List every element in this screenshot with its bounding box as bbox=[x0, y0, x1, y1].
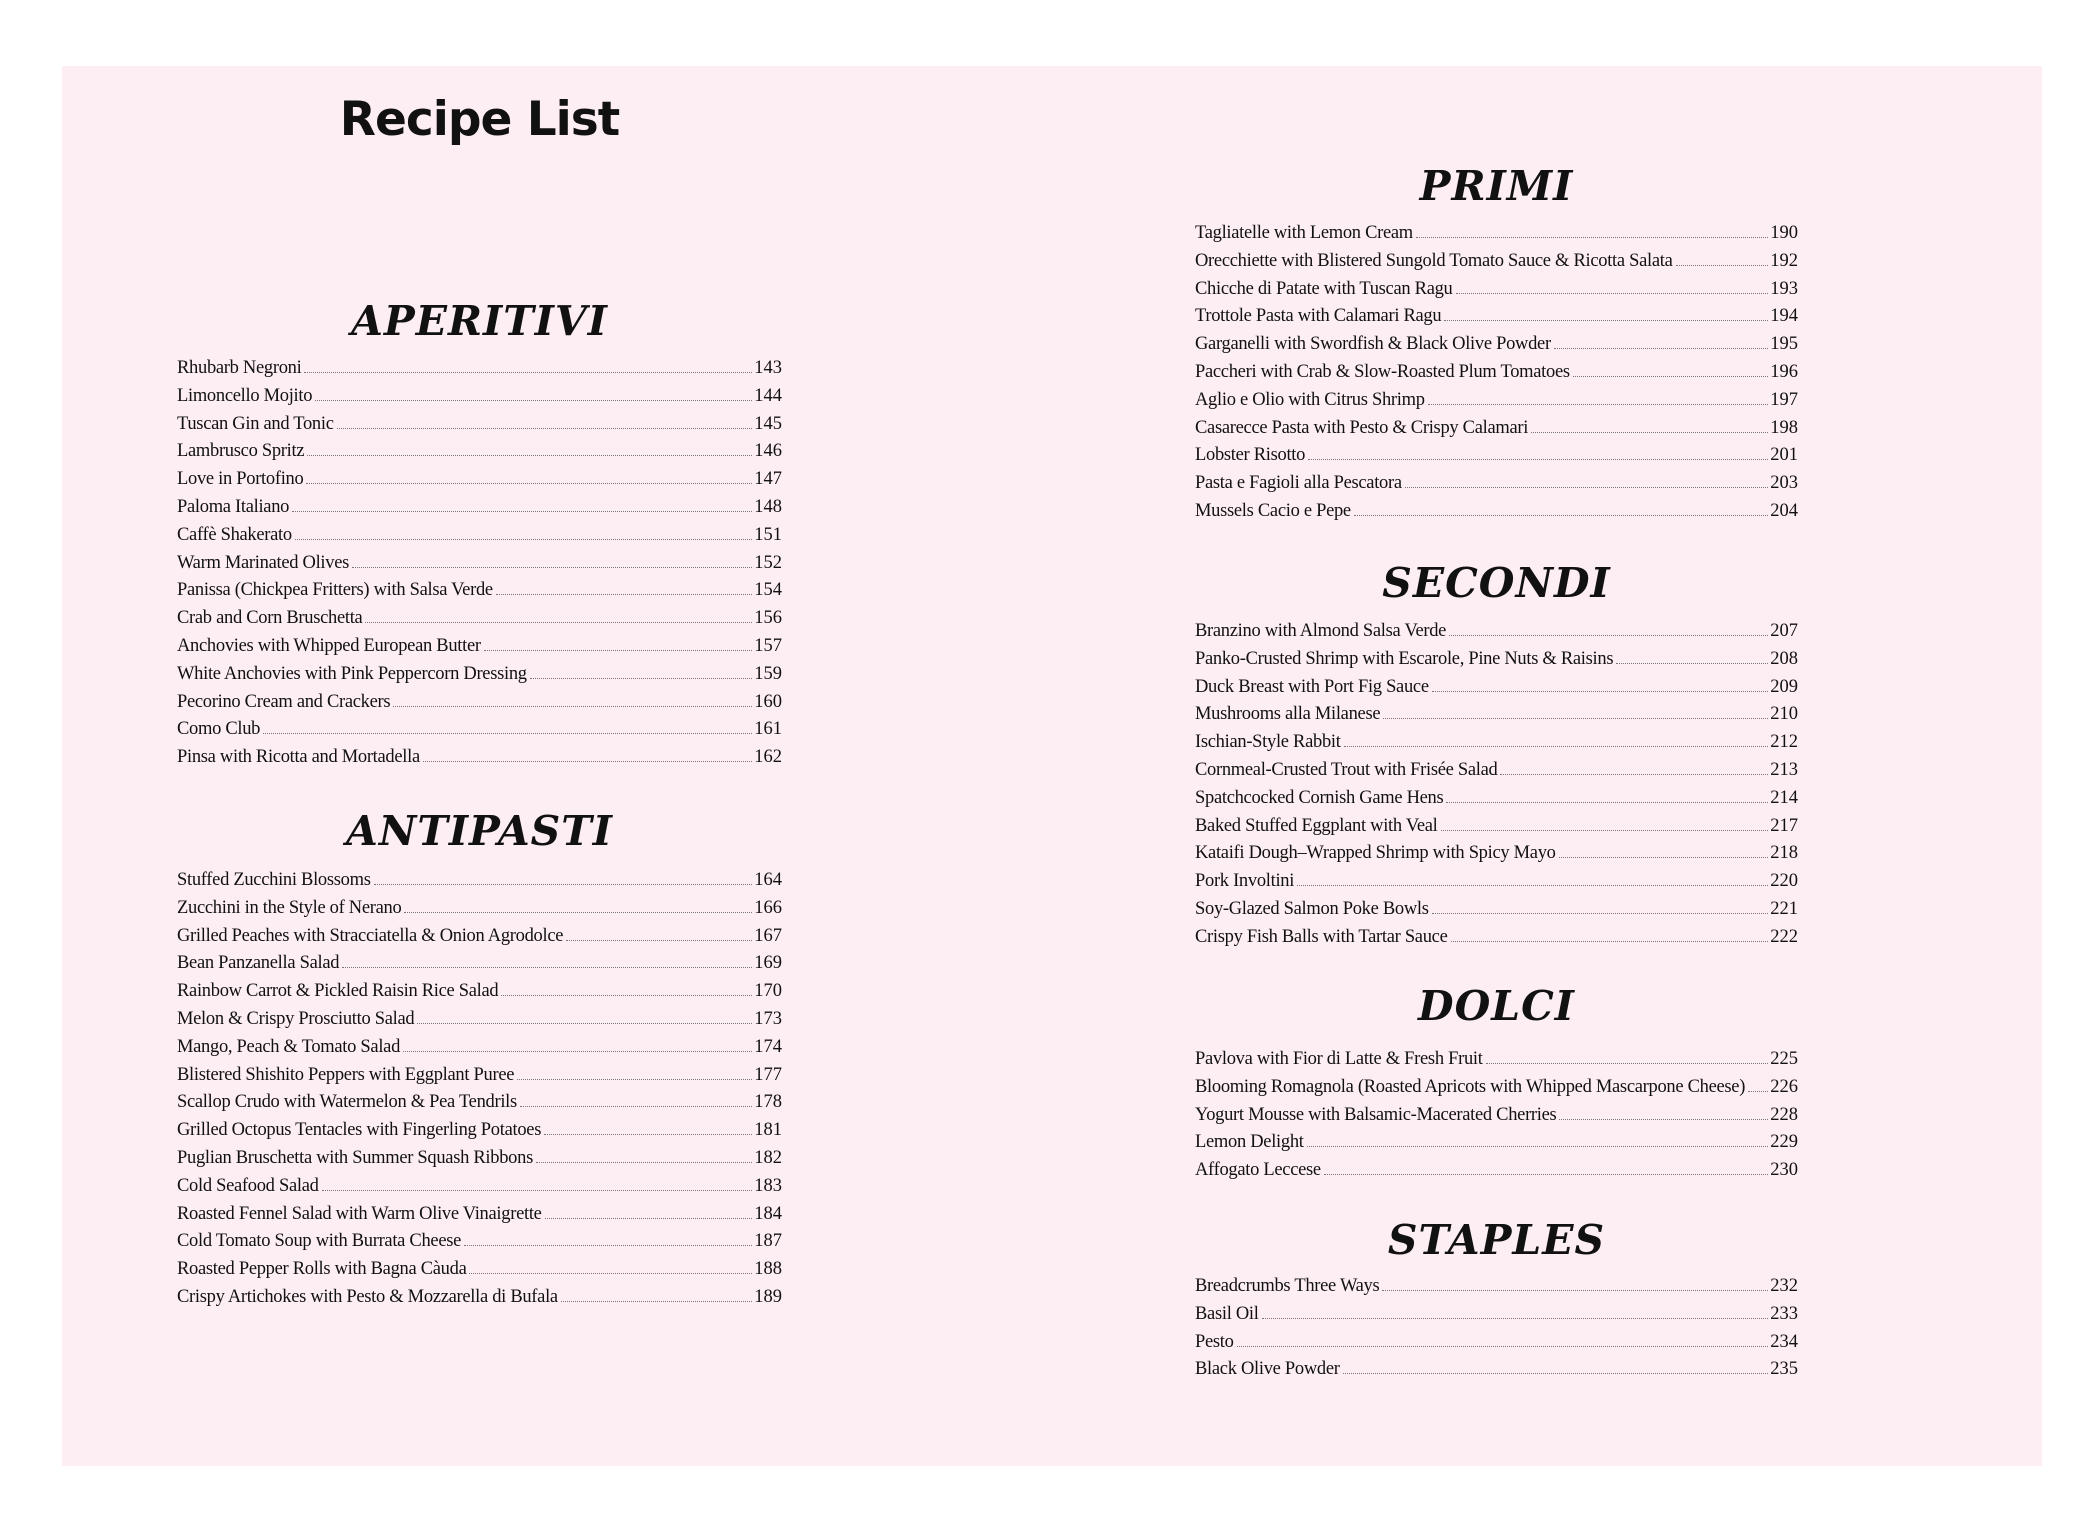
dot-leader bbox=[1428, 404, 1769, 405]
dot-leader bbox=[365, 622, 752, 623]
page-number: 188 bbox=[754, 1259, 782, 1280]
page-number: 184 bbox=[754, 1203, 782, 1224]
entries-antipasti bbox=[177, 867, 782, 1312]
dot-leader bbox=[1297, 885, 1768, 886]
recipe-name: Breadcrumbs Three Ways bbox=[1195, 1276, 1380, 1296]
recipe-name: Branzino with Almond Salsa Verde bbox=[1195, 621, 1447, 641]
section-secondi bbox=[1195, 557, 1798, 952]
dot-leader bbox=[1446, 802, 1768, 803]
section-title-secondi: SECONDI bbox=[1382, 559, 1611, 607]
page-number: 167 bbox=[754, 925, 782, 946]
dot-leader bbox=[304, 372, 752, 373]
recipe-name: Crispy Artichokes with Pesto & Mozzarella di Bufala bbox=[177, 1286, 558, 1307]
recipe-name: White Anchovies with Pink Peppercorn Dressing bbox=[177, 663, 527, 684]
dot-leader bbox=[1307, 1146, 1769, 1147]
dot-leader bbox=[393, 706, 752, 707]
recipe-entry bbox=[177, 633, 782, 661]
dot-leader bbox=[464, 1245, 752, 1246]
page-number: 198 bbox=[1770, 417, 1798, 438]
recipe-name: Mushrooms alla Milanese bbox=[1195, 704, 1381, 725]
recipe-entry bbox=[177, 411, 782, 439]
recipe-name: Soy-Glazed Salmon Poke Bowls bbox=[1195, 898, 1429, 919]
recipe-name: Cornmeal-Crusted Trout with Frisée Salad bbox=[1195, 759, 1498, 780]
dot-leader bbox=[263, 733, 752, 734]
dot-leader bbox=[1451, 941, 1769, 942]
recipe-name: Roasted Fennel Salad with Warm Olive Vinaigrette bbox=[177, 1203, 542, 1224]
dot-leader bbox=[1441, 830, 1769, 831]
page-number: 222 bbox=[1770, 926, 1798, 947]
page-number: 182 bbox=[754, 1147, 782, 1168]
dot-leader bbox=[1554, 348, 1768, 349]
recipe-entry bbox=[1195, 1356, 1798, 1384]
recipe-entry bbox=[1195, 1102, 1798, 1130]
recipe-entry bbox=[1195, 331, 1798, 359]
page-number: 234 bbox=[1770, 1331, 1798, 1352]
recipe-entry bbox=[1195, 813, 1798, 841]
page-number: 226 bbox=[1770, 1076, 1798, 1097]
recipe-name: Affogato Leccese bbox=[1195, 1160, 1321, 1181]
dot-leader bbox=[1383, 718, 1768, 719]
recipe-name: Zucchini in the Style of Nerano bbox=[177, 897, 402, 918]
recipe-entry bbox=[1195, 674, 1798, 702]
recipe-entry bbox=[177, 355, 782, 383]
recipe-name: Limoncello Mojito bbox=[177, 385, 313, 406]
dot-leader bbox=[1444, 320, 1768, 321]
page-number: 210 bbox=[1770, 704, 1798, 725]
recipe-name: Crispy Fish Balls with Tartar Sauce bbox=[1195, 926, 1448, 947]
page-number: 213 bbox=[1770, 759, 1798, 780]
recipe-name: Stuffed Zucchini Blossoms bbox=[177, 870, 371, 890]
dot-leader bbox=[337, 428, 753, 429]
page-number: 220 bbox=[1770, 871, 1798, 892]
section-primi bbox=[1195, 160, 1798, 526]
dot-leader bbox=[1573, 376, 1768, 377]
recipe-entry bbox=[1195, 924, 1798, 952]
dot-leader bbox=[1676, 265, 1769, 266]
dot-leader bbox=[1500, 774, 1768, 775]
recipe-name: Baked Stuffed Eggplant with Veal bbox=[1195, 815, 1438, 836]
recipe-name: Grilled Octopus Tentacles with Fingerling Potatoes bbox=[177, 1120, 542, 1141]
recipe-name: Chicche di Patate with Tuscan Ragu bbox=[1195, 278, 1453, 299]
recipe-name: Mussels Cacio e Pepe bbox=[1195, 500, 1351, 521]
page-number: 166 bbox=[754, 897, 782, 918]
recipe-name: Ischian-Style Rabbit bbox=[1195, 732, 1341, 753]
page-number: 201 bbox=[1770, 445, 1798, 466]
recipe-entry bbox=[177, 867, 782, 895]
section-title-primi: PRIMI bbox=[1419, 162, 1574, 210]
section-staples bbox=[1195, 1214, 1798, 1384]
dot-leader bbox=[544, 1134, 752, 1135]
dot-leader bbox=[536, 1162, 752, 1163]
recipe-name: Lobster Risotto bbox=[1195, 445, 1306, 466]
dot-leader bbox=[1382, 1290, 1768, 1291]
recipe-name: Kataifi Dough–Wrapped Shrimp with Spicy Mayo bbox=[1195, 843, 1556, 864]
page-number: 232 bbox=[1770, 1276, 1798, 1296]
recipe-entry bbox=[1195, 220, 1798, 248]
dot-leader bbox=[352, 567, 752, 568]
recipe-name: Basil Oil bbox=[1195, 1303, 1259, 1324]
recipe-name: Paloma Italiano bbox=[177, 496, 290, 517]
recipe-entry bbox=[1195, 1273, 1798, 1301]
recipe-name: Crab and Corn Bruschetta bbox=[177, 608, 363, 629]
recipe-name: Duck Breast with Port Fig Sauce bbox=[1195, 676, 1429, 697]
page-number: 225 bbox=[1770, 1049, 1798, 1069]
page-number: 173 bbox=[754, 1008, 782, 1029]
recipe-name: Grilled Peaches with Stracciatella & Onion Agrodolce bbox=[177, 925, 564, 946]
recipe-entry bbox=[177, 383, 782, 411]
recipe-entry bbox=[1195, 470, 1798, 498]
recipe-name: Yogurt Mousse with Balsamic-Macerated Cherries bbox=[1195, 1104, 1557, 1125]
page-number: 195 bbox=[1770, 334, 1798, 355]
recipe-entry bbox=[1195, 359, 1798, 387]
page-number: 183 bbox=[754, 1175, 782, 1196]
page-number: 161 bbox=[754, 719, 782, 740]
recipe-name: Tuscan Gin and Tonic bbox=[177, 413, 334, 434]
dot-leader bbox=[403, 1051, 752, 1052]
recipe-entry bbox=[177, 1006, 782, 1034]
page-number: 208 bbox=[1770, 648, 1798, 669]
page-number: 159 bbox=[754, 663, 782, 684]
dot-leader bbox=[1748, 1091, 1768, 1092]
recipe-entry bbox=[1195, 1329, 1798, 1357]
section-title-aperitivi: APERITIVI bbox=[351, 297, 608, 345]
recipe-name: Trottole Pasta with Calamari Ragu bbox=[1195, 306, 1442, 327]
recipe-name: Lemon Delight bbox=[1195, 1132, 1304, 1153]
page-number: 233 bbox=[1770, 1303, 1798, 1324]
dot-leader bbox=[469, 1273, 752, 1274]
recipe-entry bbox=[1195, 785, 1798, 813]
recipe-name: Rhubarb Negroni bbox=[177, 358, 302, 378]
page-number: 178 bbox=[754, 1092, 782, 1113]
recipe-entry bbox=[177, 605, 782, 633]
recipe-name: Pesto bbox=[1195, 1331, 1234, 1352]
recipe-name: Scallop Crudo with Watermelon & Pea Tendrils bbox=[177, 1092, 517, 1113]
recipe-entry bbox=[1195, 415, 1798, 443]
recipe-entry bbox=[1195, 248, 1798, 276]
recipe-name: Pinsa with Ricotta and Mortadella bbox=[177, 747, 420, 768]
recipe-entry bbox=[1195, 729, 1798, 757]
dot-leader bbox=[1456, 293, 1769, 294]
page-number: 228 bbox=[1770, 1104, 1798, 1125]
recipe-entry bbox=[1195, 701, 1798, 729]
page-number: 148 bbox=[754, 496, 782, 517]
recipe-entry bbox=[177, 522, 782, 550]
dot-leader bbox=[322, 1190, 753, 1191]
dot-leader bbox=[501, 995, 752, 996]
section-aperitivi bbox=[177, 295, 782, 772]
page-number: 217 bbox=[1770, 815, 1798, 836]
recipe-entry bbox=[177, 1256, 782, 1284]
dot-leader bbox=[315, 400, 752, 401]
dot-leader bbox=[1449, 635, 1768, 636]
recipe-entry bbox=[1195, 442, 1798, 470]
recipe-name: Pasta e Fagioli alla Pescatora bbox=[1195, 473, 1402, 494]
page-number: 145 bbox=[754, 413, 782, 434]
recipe-entry bbox=[1195, 498, 1798, 526]
dot-leader bbox=[517, 1079, 752, 1080]
recipe-name: Cold Seafood Salad bbox=[177, 1175, 319, 1196]
recipe-name: Caffè Shakerato bbox=[177, 524, 292, 545]
entries-aperitivi bbox=[177, 355, 782, 772]
recipe-entry bbox=[1195, 387, 1798, 415]
dot-leader bbox=[1432, 691, 1769, 692]
dot-leader bbox=[307, 455, 752, 456]
recipe-entry bbox=[177, 1228, 782, 1256]
dot-leader bbox=[1344, 746, 1769, 747]
dot-leader bbox=[1324, 1174, 1768, 1175]
dot-leader bbox=[404, 912, 752, 913]
dot-leader bbox=[561, 1301, 752, 1302]
recipe-entry bbox=[1195, 1129, 1798, 1157]
recipe-name: Panko-Crusted Shrimp with Escarole, Pine Nuts & Raisins bbox=[1195, 648, 1614, 669]
dot-leader bbox=[1354, 515, 1768, 516]
recipe-entry bbox=[1195, 1301, 1798, 1329]
recipe-name: Melon & Crispy Prosciutto Salad bbox=[177, 1008, 415, 1029]
page-number: 209 bbox=[1770, 676, 1798, 697]
recipe-entry bbox=[177, 716, 782, 744]
dot-leader bbox=[1416, 237, 1768, 238]
recipe-entry bbox=[1195, 1157, 1798, 1185]
page-number: 170 bbox=[754, 981, 782, 1002]
recipe-name: Mango, Peach & Tomato Salad bbox=[177, 1036, 401, 1057]
section-title-antipasti: ANTIPASTI bbox=[346, 807, 613, 855]
page-number: 152 bbox=[754, 552, 782, 573]
recipe-entry bbox=[1195, 1074, 1798, 1102]
page-number: 151 bbox=[754, 524, 782, 545]
page-number: 218 bbox=[1770, 843, 1798, 864]
recipe-name: Puglian Bruschetta with Summer Squash Ribbons bbox=[177, 1147, 533, 1168]
recipe-name: Panissa (Chickpea Fritters) with Salsa Verde bbox=[177, 580, 493, 601]
recipe-entry bbox=[177, 1034, 782, 1062]
dot-leader bbox=[1343, 1373, 1769, 1374]
page-number: 230 bbox=[1770, 1160, 1798, 1181]
recipe-entry bbox=[177, 494, 782, 522]
dot-leader bbox=[1308, 459, 1768, 460]
page-number: 196 bbox=[1770, 361, 1798, 382]
recipe-name: Cold Tomato Soup with Burrata Cheese bbox=[177, 1231, 462, 1252]
recipe-name: Warm Marinated Olives bbox=[177, 552, 350, 573]
recipe-name: Blistered Shishito Peppers with Eggplant Puree bbox=[177, 1064, 515, 1085]
dot-leader bbox=[292, 511, 752, 512]
recipe-name: Bean Panzanella Salad bbox=[177, 953, 340, 974]
recipe-entry bbox=[177, 978, 782, 1006]
page-number: 169 bbox=[754, 953, 782, 974]
page-number: 197 bbox=[1770, 389, 1798, 410]
dot-leader bbox=[306, 483, 752, 484]
dot-leader bbox=[1531, 432, 1768, 433]
recipe-entry bbox=[177, 550, 782, 578]
page-number: 192 bbox=[1770, 250, 1798, 271]
recipe-name: Paccheri with Crab & Slow-Roasted Plum Tomatoes bbox=[1195, 361, 1570, 382]
page-number: 174 bbox=[754, 1036, 782, 1057]
recipe-name: Blooming Romagnola (Roasted Apricots with Whipped Mascarpone Cheese) bbox=[1195, 1076, 1746, 1097]
entries-dolci bbox=[1195, 1046, 1798, 1185]
page-number: 147 bbox=[754, 469, 782, 490]
dot-leader bbox=[1237, 1346, 1769, 1347]
recipe-name: Pecorino Cream and Crackers bbox=[177, 691, 391, 712]
page-number: 207 bbox=[1770, 621, 1798, 641]
recipe-name: Love in Portofino bbox=[177, 469, 304, 490]
page-number: 177 bbox=[754, 1064, 782, 1085]
recipe-entry bbox=[1195, 868, 1798, 896]
page-number: 193 bbox=[1770, 278, 1798, 299]
recipe-entry bbox=[177, 689, 782, 717]
dot-leader bbox=[1262, 1318, 1769, 1319]
recipe-name: Lambrusco Spritz bbox=[177, 441, 305, 462]
recipe-entry bbox=[177, 1089, 782, 1117]
dot-leader bbox=[566, 940, 752, 941]
page-number: 156 bbox=[754, 608, 782, 629]
dot-leader bbox=[1432, 913, 1769, 914]
page-number: 157 bbox=[754, 635, 782, 656]
page-title: Recipe List bbox=[339, 92, 620, 147]
dot-leader bbox=[1559, 1119, 1768, 1120]
page-number: 187 bbox=[754, 1231, 782, 1252]
dot-leader bbox=[530, 678, 752, 679]
page-number: 181 bbox=[754, 1120, 782, 1141]
recipe-entry bbox=[177, 466, 782, 494]
recipe-entry bbox=[177, 1173, 782, 1201]
recipe-entry bbox=[177, 744, 782, 772]
dot-leader bbox=[374, 884, 753, 885]
recipe-entry bbox=[177, 950, 782, 978]
entries-secondi bbox=[1195, 618, 1798, 952]
dot-leader bbox=[496, 594, 752, 595]
recipe-entry bbox=[1195, 757, 1798, 785]
dot-leader bbox=[1405, 487, 1768, 488]
dot-leader bbox=[545, 1218, 753, 1219]
recipe-entry bbox=[177, 1201, 782, 1229]
recipe-entry bbox=[177, 438, 782, 466]
dot-leader bbox=[1616, 663, 1768, 664]
dot-leader bbox=[423, 761, 752, 762]
dot-leader bbox=[1486, 1063, 1769, 1064]
page-number: 160 bbox=[754, 691, 782, 712]
recipe-entry bbox=[177, 577, 782, 605]
dot-leader bbox=[417, 1023, 752, 1024]
recipe-name: Rainbow Carrot & Pickled Raisin Rice Salad bbox=[177, 981, 499, 1002]
dot-leader bbox=[342, 967, 752, 968]
recipe-name: Orecchiette with Blistered Sungold Tomato Sauce & Ricotta Salata bbox=[1195, 250, 1673, 271]
page-number: 162 bbox=[754, 747, 782, 768]
section-dolci bbox=[1195, 980, 1798, 1185]
section-antipasti bbox=[177, 805, 782, 1312]
recipe-entry bbox=[177, 661, 782, 689]
page-number: 204 bbox=[1770, 500, 1798, 521]
recipe-entry bbox=[1195, 276, 1798, 304]
page-number: 214 bbox=[1770, 787, 1798, 808]
recipe-entry bbox=[177, 1062, 782, 1090]
page-number: 164 bbox=[754, 870, 782, 890]
recipe-entry bbox=[1195, 646, 1798, 674]
recipe-name: Black Olive Powder bbox=[1195, 1359, 1340, 1380]
recipe-name: Casarecce Pasta with Pesto & Crispy Calamari bbox=[1195, 417, 1529, 438]
page-number: 229 bbox=[1770, 1132, 1798, 1153]
page-number: 221 bbox=[1770, 898, 1798, 919]
recipe-name: Como Club bbox=[177, 719, 261, 740]
page-number: 146 bbox=[754, 441, 782, 462]
page-number: 189 bbox=[754, 1286, 782, 1307]
recipe-entry bbox=[177, 1284, 782, 1312]
recipe-entry bbox=[177, 1117, 782, 1145]
recipe-entry bbox=[177, 895, 782, 923]
page-number: 235 bbox=[1770, 1359, 1798, 1380]
recipe-entry bbox=[1195, 303, 1798, 331]
recipe-name: Pork Involtini bbox=[1195, 871, 1295, 892]
entries-primi bbox=[1195, 220, 1798, 526]
page-number: 143 bbox=[754, 358, 782, 378]
dot-leader bbox=[295, 539, 752, 540]
page-number: 212 bbox=[1770, 732, 1798, 753]
entries-staples bbox=[1195, 1273, 1798, 1384]
recipe-name: Anchovies with Whipped European Butter bbox=[177, 635, 481, 656]
recipe-entry bbox=[177, 1145, 782, 1173]
page-number: 203 bbox=[1770, 473, 1798, 494]
page-number: 154 bbox=[754, 580, 782, 601]
recipe-entry bbox=[1195, 896, 1798, 924]
recipe-name: Roasted Pepper Rolls with Bagna Càuda bbox=[177, 1259, 467, 1280]
recipe-name: Aglio e Olio with Citrus Shrimp bbox=[1195, 389, 1425, 410]
recipe-name: Garganelli with Swordfish & Black Olive Powder bbox=[1195, 334, 1551, 355]
recipe-entry bbox=[1195, 618, 1798, 646]
page-number: 194 bbox=[1770, 306, 1798, 327]
recipe-name: Pavlova with Fior di Latte & Fresh Fruit bbox=[1195, 1049, 1483, 1069]
dot-leader bbox=[1559, 857, 1769, 858]
section-title-staples: STAPLES bbox=[1387, 1216, 1606, 1264]
recipe-entry bbox=[1195, 1046, 1798, 1074]
section-title-dolci: DOLCI bbox=[1418, 982, 1575, 1030]
recipe-entry bbox=[1195, 840, 1798, 868]
recipe-name: Tagliatelle with Lemon Cream bbox=[1195, 223, 1413, 243]
recipe-entry bbox=[177, 923, 782, 951]
recipe-name: Spatchcocked Cornish Game Hens bbox=[1195, 787, 1444, 808]
dot-leader bbox=[484, 650, 753, 651]
dot-leader bbox=[520, 1106, 752, 1107]
page-number: 144 bbox=[754, 385, 782, 406]
page-number: 190 bbox=[1770, 223, 1798, 243]
